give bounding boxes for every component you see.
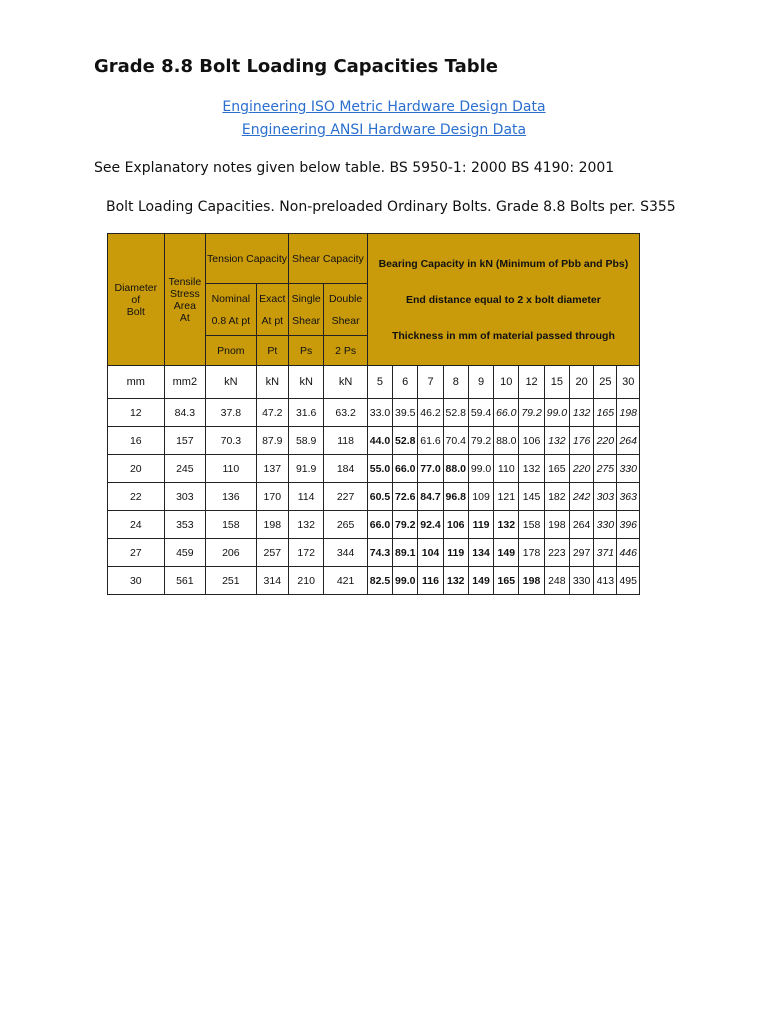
- table-cell: 84.7: [418, 483, 443, 511]
- table-cell: 114: [288, 483, 323, 511]
- table-cell: 184: [324, 455, 367, 483]
- table-cell: 89.1: [393, 539, 418, 567]
- table-cell: 74.3: [367, 539, 392, 567]
- table-cell: 165: [594, 399, 617, 427]
- table-cell: 91.9: [288, 455, 323, 483]
- explanatory-note: See Explanatory notes given below table. BS 5950-1: 2000 BS 4190: 2001: [94, 160, 615, 176]
- table-cell: 248: [544, 567, 569, 595]
- table-cell: 242: [569, 483, 593, 511]
- table-cell: 121: [494, 483, 519, 511]
- table-cell: 79.2: [468, 427, 493, 455]
- table-cell: 157: [164, 427, 205, 455]
- table-cell: 353: [164, 511, 205, 539]
- table-cell: 79.2: [393, 511, 418, 539]
- unit-cell: 15: [544, 366, 569, 399]
- table-cell: 176: [569, 427, 593, 455]
- tension-capacity-header: Tension Capacity: [206, 234, 289, 284]
- table-cell: 303: [164, 483, 205, 511]
- ansi-link[interactable]: Engineering ANSI Hardware Design Data: [241, 122, 527, 138]
- table-cell: 165: [494, 567, 519, 595]
- unit-cell: 8: [443, 366, 468, 399]
- table-cell: 265: [324, 511, 367, 539]
- unit-cell: mm: [108, 366, 165, 399]
- table-cell: 198: [617, 399, 640, 427]
- table-cell: 303: [594, 483, 617, 511]
- table-cell: 264: [569, 511, 593, 539]
- table-cell: 92.4: [418, 511, 443, 539]
- table-cell: 330: [617, 455, 640, 483]
- table-cell: 24: [108, 511, 165, 539]
- table-cell: 70.4: [443, 427, 468, 455]
- table-cell: 264: [617, 427, 640, 455]
- table-row: [108, 455, 640, 483]
- table-cell: 88.0: [443, 455, 468, 483]
- table-cell: 220: [569, 455, 593, 483]
- table-cell: 227: [324, 483, 367, 511]
- unit-cell: 7: [418, 366, 443, 399]
- unit-cell: 5: [367, 366, 392, 399]
- table-cell: 39.5: [393, 399, 418, 427]
- table-cell: 330: [569, 567, 593, 595]
- table-cell: 223: [544, 539, 569, 567]
- table-cell: 77.0: [418, 455, 443, 483]
- unit-cell: mm2: [164, 366, 205, 399]
- table-cell: 206: [206, 539, 257, 567]
- table-cell: 132: [494, 511, 519, 539]
- table-cell: 495: [617, 567, 640, 595]
- table-cell: 106: [443, 511, 468, 539]
- table-cell: 52.8: [443, 399, 468, 427]
- table-cell: 88.0: [494, 427, 519, 455]
- table-row: [108, 427, 640, 455]
- table-cell: 60.5: [367, 483, 392, 511]
- table-cell: 104: [418, 539, 443, 567]
- table-cell: 79.2: [519, 399, 544, 427]
- nominal-header: Nominal 0.8 At pt: [206, 284, 257, 336]
- table-cell: 132: [443, 567, 468, 595]
- table-cell: 137: [256, 455, 288, 483]
- table-cell: 136: [206, 483, 257, 511]
- table-cell: 16: [108, 427, 165, 455]
- table-cell: 37.8: [206, 399, 257, 427]
- diameter-header: Diameter of Bolt: [108, 234, 165, 366]
- table-cell: 275: [594, 455, 617, 483]
- table-cell: 72.6: [393, 483, 418, 511]
- table-cell: 344: [324, 539, 367, 567]
- table-body: [108, 366, 640, 595]
- table-cell: 182: [544, 483, 569, 511]
- unit-cell: 12: [519, 366, 544, 399]
- tensile-area-header: Tensile Stress Area At: [164, 234, 205, 366]
- pt-header: Pt: [256, 336, 288, 366]
- table-cell: 87.9: [256, 427, 288, 455]
- table-row: [108, 539, 640, 567]
- table-cell: 84.3: [164, 399, 205, 427]
- unit-cell: 20: [569, 366, 593, 399]
- shear-capacity-header: Shear Capacity: [288, 234, 367, 284]
- table-cell: 170: [256, 483, 288, 511]
- unit-cell: 10: [494, 366, 519, 399]
- table-cell: 30: [108, 567, 165, 595]
- table-row: [108, 511, 640, 539]
- table-cell: 297: [569, 539, 593, 567]
- unit-cell: 30: [617, 366, 640, 399]
- table-cell: 371: [594, 539, 617, 567]
- single-shear-header: Single Shear: [288, 284, 323, 336]
- table-cell: 132: [569, 399, 593, 427]
- table-cell: 66.0: [367, 511, 392, 539]
- table-cell: 66.0: [494, 399, 519, 427]
- unit-cell: 6: [393, 366, 418, 399]
- table-cell: 245: [164, 455, 205, 483]
- table-cell: 396: [617, 511, 640, 539]
- table-cell: 257: [256, 539, 288, 567]
- table-cell: 106: [519, 427, 544, 455]
- table-cell: 446: [617, 539, 640, 567]
- table-cell: 145: [519, 483, 544, 511]
- table-cell: 220: [594, 427, 617, 455]
- table-cell: 44.0: [367, 427, 392, 455]
- table-cell: 198: [256, 511, 288, 539]
- pnom-header: Pnom: [206, 336, 257, 366]
- unit-cell: 9: [468, 366, 493, 399]
- exact-header: Exact At pt: [256, 284, 288, 336]
- table-cell: 58.9: [288, 427, 323, 455]
- table-cell: 134: [468, 539, 493, 567]
- table-cell: 149: [494, 539, 519, 567]
- table-cell: 70.3: [206, 427, 257, 455]
- table-cell: 82.5: [367, 567, 392, 595]
- table-cell: 118: [324, 427, 367, 455]
- table-cell: 99.0: [393, 567, 418, 595]
- table-cell: 165: [544, 455, 569, 483]
- table-row: [108, 567, 640, 595]
- table-cell: 421: [324, 567, 367, 595]
- table-cell: 99.0: [468, 455, 493, 483]
- unit-cell: kN: [324, 366, 367, 399]
- table-cell: 20: [108, 455, 165, 483]
- table-cell: 46.2: [418, 399, 443, 427]
- table-cell: 33.0: [367, 399, 392, 427]
- table-cell: 561: [164, 567, 205, 595]
- two-ps-header: 2 Ps: [324, 336, 367, 366]
- table-row: [108, 399, 640, 427]
- table-cell: 47.2: [256, 399, 288, 427]
- units-row: [108, 366, 640, 399]
- table-cell: 158: [206, 511, 257, 539]
- table-cell: 66.0: [393, 455, 418, 483]
- ps-header: Ps: [288, 336, 323, 366]
- table-cell: 109: [468, 483, 493, 511]
- unit-cell: kN: [256, 366, 288, 399]
- table-cell: 178: [519, 539, 544, 567]
- table-cell: 363: [617, 483, 640, 511]
- table-cell: 96.8: [443, 483, 468, 511]
- table-cell: 172: [288, 539, 323, 567]
- table-cell: 12: [108, 399, 165, 427]
- table-cell: 413: [594, 567, 617, 595]
- table-cell: 52.8: [393, 427, 418, 455]
- iso-metric-link[interactable]: Engineering ISO Metric Hardware Design Data: [222, 99, 546, 115]
- table-cell: 459: [164, 539, 205, 567]
- bearing-capacity-header: Bearing Capacity in kN (Minimum of Pbb and Pbs) End distance equal to 2 x bolt diameter Thickness in mm of material passed through: [367, 234, 639, 366]
- table-caption: Bolt Loading Capacities. Non-preloaded Ordinary Bolts. Grade 8.8 Bolts per. S355: [106, 199, 676, 215]
- table-cell: 132: [544, 427, 569, 455]
- table-cell: 55.0: [367, 455, 392, 483]
- table-cell: 22: [108, 483, 165, 511]
- table-cell: 330: [594, 511, 617, 539]
- table-cell: 251: [206, 567, 257, 595]
- page-title: Grade 8.8 Bolt Loading Capacities Table: [94, 56, 498, 77]
- table-row: [108, 483, 640, 511]
- table-cell: 198: [544, 511, 569, 539]
- table-cell: 132: [288, 511, 323, 539]
- table-cell: 110: [206, 455, 257, 483]
- table-cell: 119: [443, 539, 468, 567]
- unit-cell: 25: [594, 366, 617, 399]
- table-cell: 63.2: [324, 399, 367, 427]
- table-cell: 31.6: [288, 399, 323, 427]
- bolt-capacity-table: [107, 233, 640, 595]
- unit-cell: kN: [288, 366, 323, 399]
- table-cell: 99.0: [544, 399, 569, 427]
- table-cell: 59.4: [468, 399, 493, 427]
- table-cell: 198: [519, 567, 544, 595]
- table-cell: 110: [494, 455, 519, 483]
- table-cell: 210: [288, 567, 323, 595]
- table-cell: 119: [468, 511, 493, 539]
- table-cell: 27: [108, 539, 165, 567]
- table-cell: 314: [256, 567, 288, 595]
- unit-cell: kN: [206, 366, 257, 399]
- table-cell: 158: [519, 511, 544, 539]
- related-links: [0, 96, 768, 142]
- double-shear-header: Double Shear: [324, 284, 367, 336]
- table-cell: 149: [468, 567, 493, 595]
- table-cell: 116: [418, 567, 443, 595]
- table-cell: 61.6: [418, 427, 443, 455]
- table-cell: 132: [519, 455, 544, 483]
